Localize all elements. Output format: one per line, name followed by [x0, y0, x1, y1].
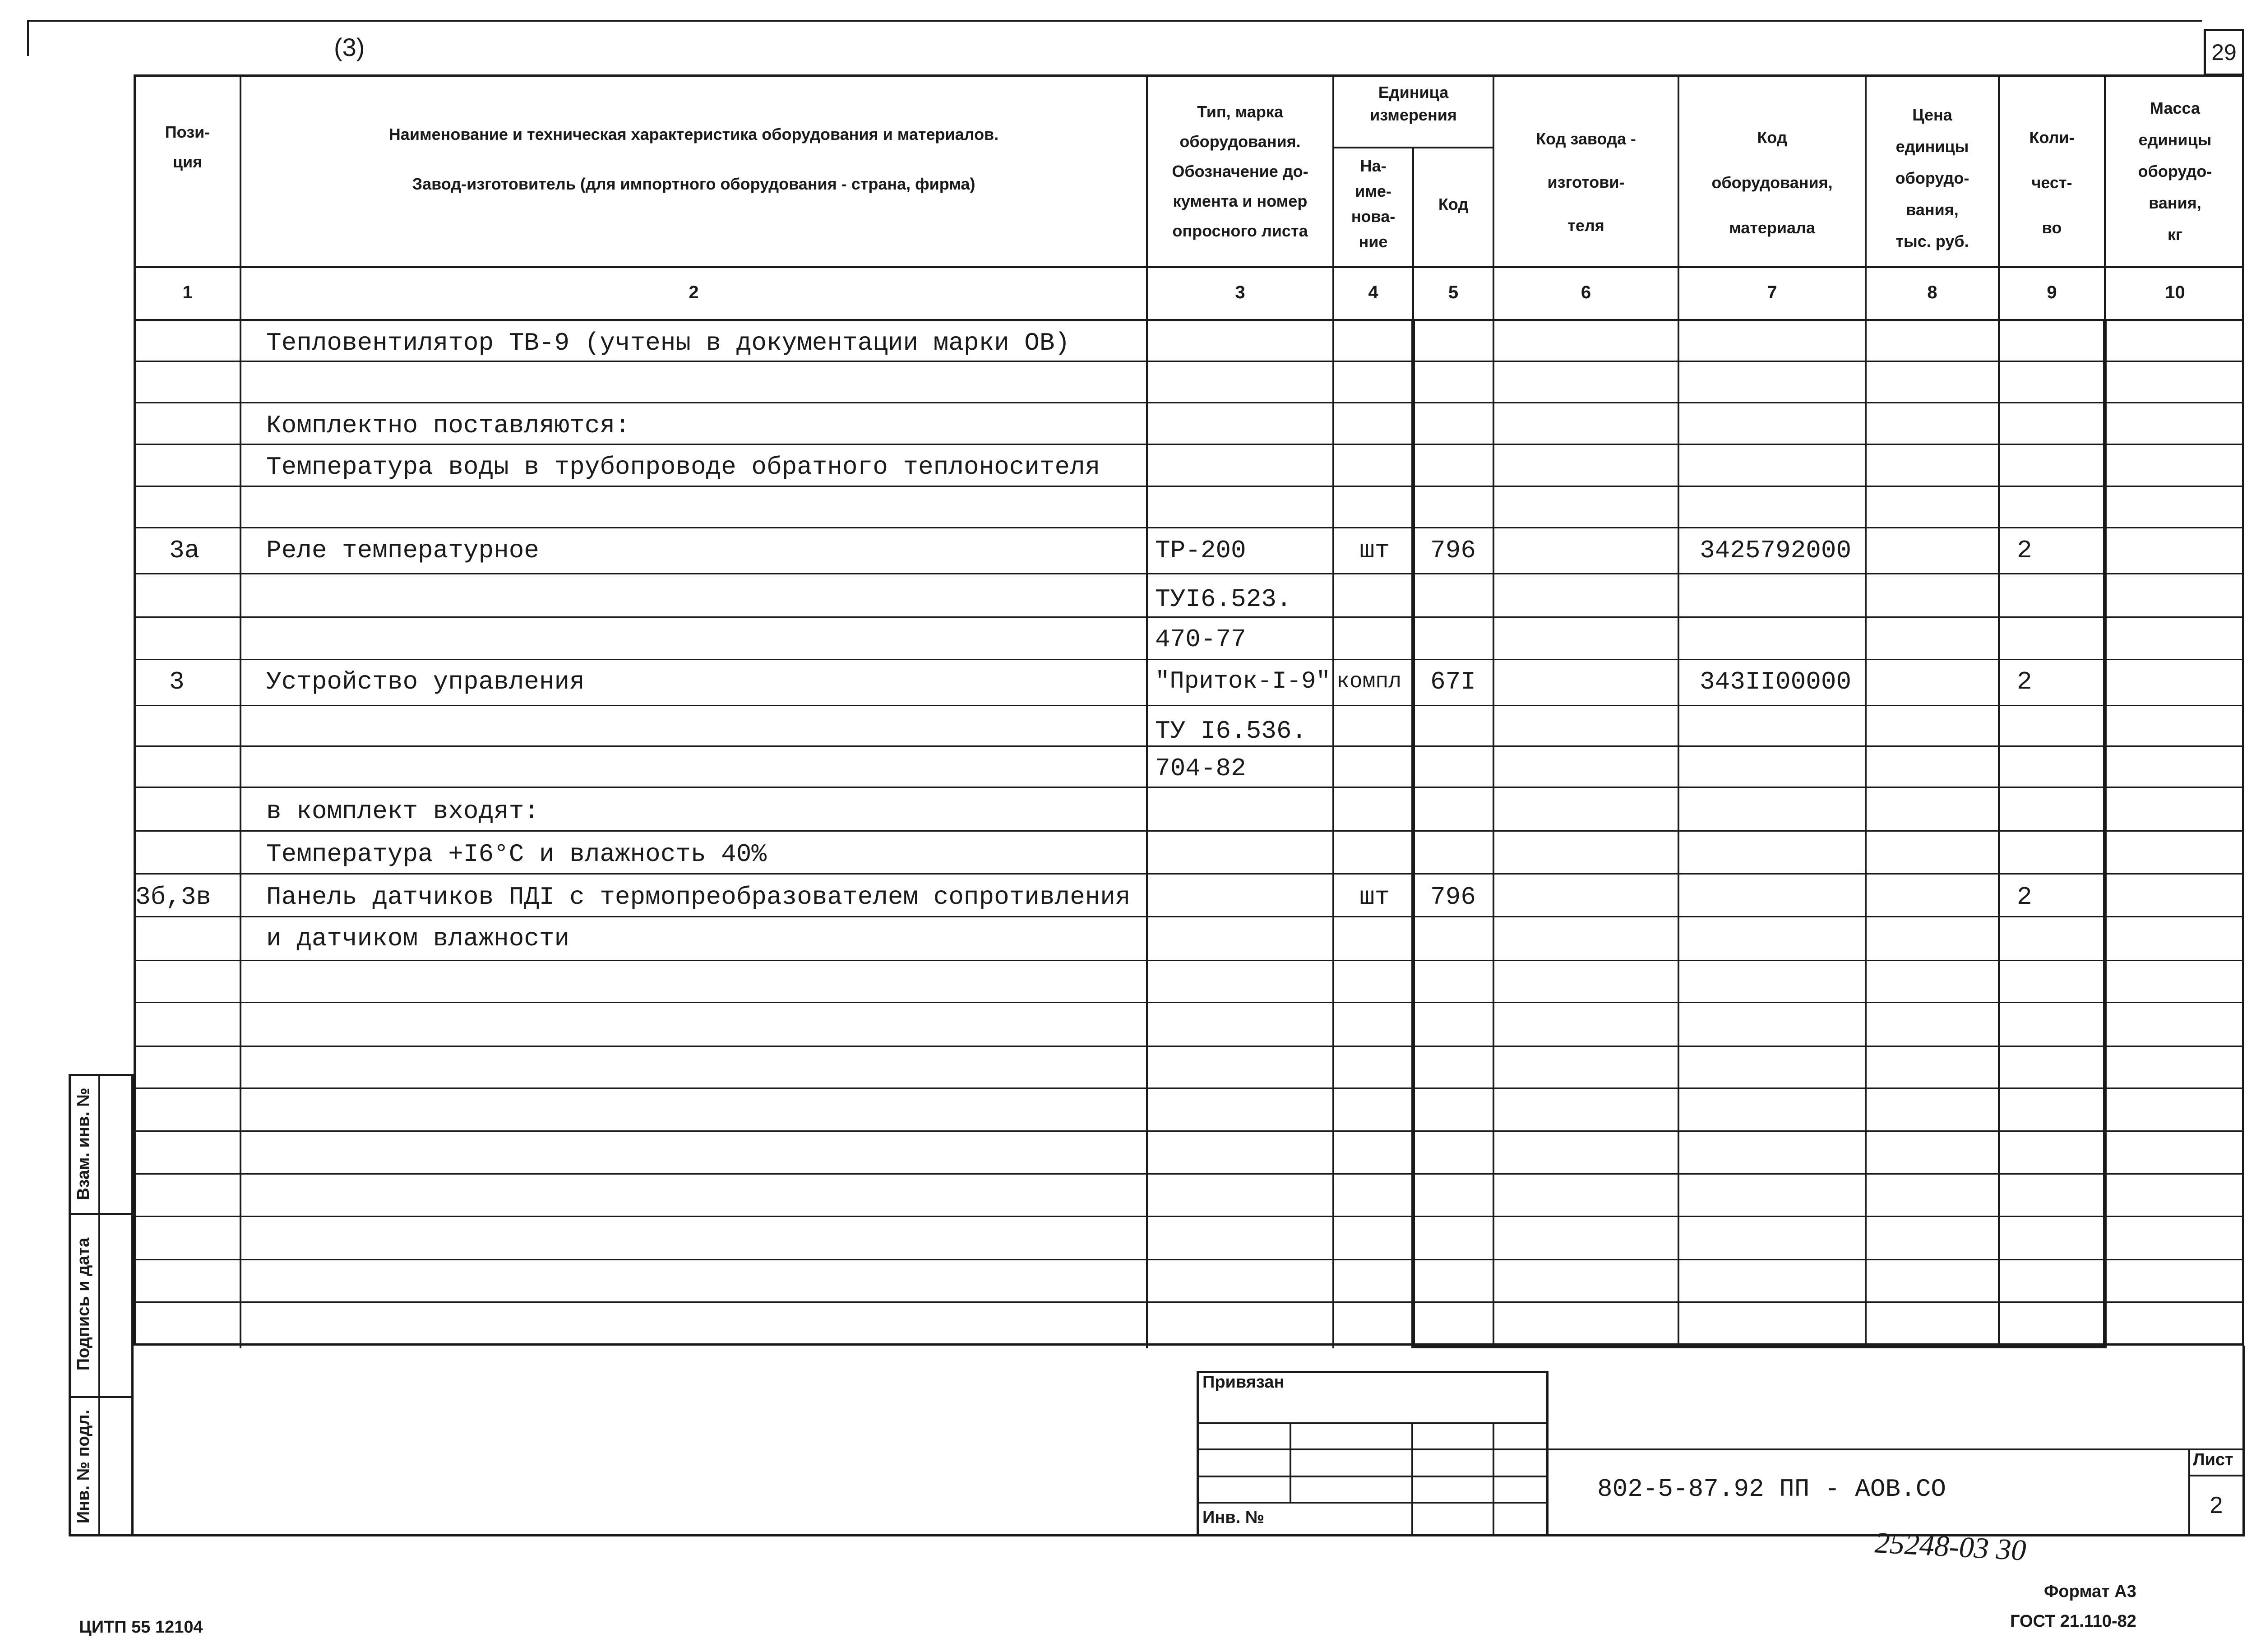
inv-no-label: Инв. № [1202, 1508, 1265, 1527]
header-unit-price: Цена единицы оборудо- вания, тыс. руб. [1895, 106, 1969, 250]
row-11-name: в комплект входят: [266, 797, 539, 826]
row-13-position: 3б,3в [135, 883, 212, 912]
row-line [134, 1130, 2244, 1132]
row-2-name: Комплектно поставляются: [266, 411, 630, 440]
header-quantity: Коли- чест- во [2029, 128, 2075, 237]
sheet-top-number: (3) [334, 33, 365, 61]
row-8-unit: компл [1336, 670, 1402, 694]
row-8-quantity: 2 [2017, 667, 2032, 696]
tb-hline-1 [1197, 1422, 1549, 1424]
colnum-10: 10 [2165, 282, 2185, 302]
row-10-type: 704-82 [1155, 754, 1246, 783]
row-8-unit-code: 67I [1430, 667, 1476, 696]
inv-podl-label: Инв. № подл. [74, 1409, 93, 1524]
colnum-2: 2 [689, 282, 699, 302]
row-14-name: и датчиком влажности [266, 924, 570, 953]
document-designation: 802-5-87.92 ПП - АОВ.СО [1597, 1475, 1946, 1504]
printer-label: ЦИТП 55 12104 [79, 1618, 203, 1637]
colnum-1: 1 [182, 282, 193, 302]
row-8-position: 3 [169, 667, 185, 696]
tb-hline-3 [1197, 1476, 1549, 1477]
row-3-name: Температура воды в трубопроводе обратного теплоносителя [266, 453, 1100, 481]
row-5-quantity: 2 [2017, 536, 2032, 565]
header-equipment-code: Код оборудования, материала [1711, 128, 1833, 237]
row-5-type: ТР-200 [1155, 536, 1246, 565]
row-line [134, 527, 2244, 528]
page-corner-number: 29 [2211, 40, 2237, 65]
row-line [134, 1002, 2244, 1003]
header-unit-mass: Масса единицы оборудо- вания, кг [2138, 99, 2212, 244]
privyazan-label: Привязан [1202, 1373, 1285, 1392]
row-8-equipment-code: 343II00000 [1700, 667, 1852, 696]
header-name-line2: Завод-изготовитель (для импортного оборудования - страна, фирма) [412, 175, 975, 193]
list-number: 2 [2210, 1492, 2223, 1518]
row-6-type: ТУI6.523. [1155, 585, 1292, 614]
tb-vline-3 [1493, 1422, 1494, 1536]
bold-frame-bottom [1411, 1345, 2107, 1348]
row-13-unit: шт [1359, 883, 1390, 912]
row-5-equipment-code: 3425792000 [1700, 536, 1852, 565]
colnum-4: 4 [1368, 282, 1378, 302]
row-7-type: 470-77 [1155, 625, 1246, 654]
vzam-inv-label: Взам. инв. № [74, 1087, 93, 1200]
format-label: Формат А3 [2044, 1582, 2136, 1601]
bold-frame-left [1411, 319, 1415, 1348]
row-5-position: 3а [169, 536, 200, 565]
colnum-9: 9 [2047, 282, 2057, 302]
colnum-3: 3 [1235, 282, 1245, 302]
row-9-type: ТУ I6.536. [1155, 717, 1307, 745]
colnum-5: 5 [1448, 282, 1459, 302]
header-name-line1: Наименование и техническая характеристика оборудования и материалов. [388, 125, 999, 143]
colnum-8: 8 [1927, 282, 1937, 302]
row-line [134, 1173, 2244, 1175]
top-edge-line [27, 20, 2202, 22]
row-13-name: Панель датчиков ПДI с термопреобразователем сопротивления [266, 883, 1131, 912]
tb-vline-2 [1411, 1422, 1413, 1536]
row-12-name: Температура +I6°С и влажность 40% [266, 840, 767, 869]
gost-label: ГОСТ 21.110-82 [2010, 1612, 2136, 1631]
bold-frame-right [2103, 319, 2107, 1348]
header-position: Пози- ция [165, 123, 210, 171]
colnum-6: 6 [1581, 282, 1591, 302]
row-line [134, 1216, 2244, 1217]
header-unit-group: Единица измерения [1370, 83, 1457, 124]
tb-hline-2 [1197, 1448, 1549, 1450]
row-13-quantity: 2 [2017, 883, 2032, 912]
row-8-type: "Приток-I-9" [1155, 668, 1331, 695]
row-line [134, 1046, 2244, 1047]
tb-hline-4 [1197, 1502, 1549, 1504]
row-8-name: Устройство управления [266, 667, 585, 696]
list-label: Лист [2193, 1450, 2233, 1469]
row-5-unit: шт [1359, 536, 1390, 565]
row-line [134, 573, 2244, 574]
side-stamp-row-line-2 [69, 1396, 134, 1398]
tb-designation-top [1549, 1448, 2244, 1450]
tb-vline-1 [1290, 1422, 1291, 1502]
row-line [134, 1259, 2244, 1260]
side-stamp-divider [98, 1074, 100, 1536]
header-unit-code: Код [1438, 195, 1469, 213]
row-line [134, 1087, 2244, 1089]
header-unit-name: На- име- нова- ние [1351, 157, 1396, 251]
row-5-name: Реле температурное [266, 536, 539, 565]
row-line [134, 1301, 2244, 1303]
header-type: Тип, марка оборудования. Обозначение до- кумента и номер опросного листа [1172, 102, 1308, 240]
podpis-data-label: Подпись и дата [74, 1237, 93, 1371]
row-line [134, 402, 2244, 403]
row-line [134, 705, 2244, 706]
row-13-unit-code: 796 [1430, 883, 1476, 912]
left-edge-mark [27, 20, 29, 56]
header-factory-code: Код завода - изготови- теля [1536, 130, 1636, 235]
row-5-unit-code: 796 [1430, 536, 1476, 565]
handwritten-code: 25248-03 30 [1874, 1526, 2027, 1567]
row-0-name: Тепловентилятор ТВ-9 (учтены в документации марки ОВ) [266, 329, 1070, 357]
colnum-7: 7 [1767, 282, 1777, 302]
